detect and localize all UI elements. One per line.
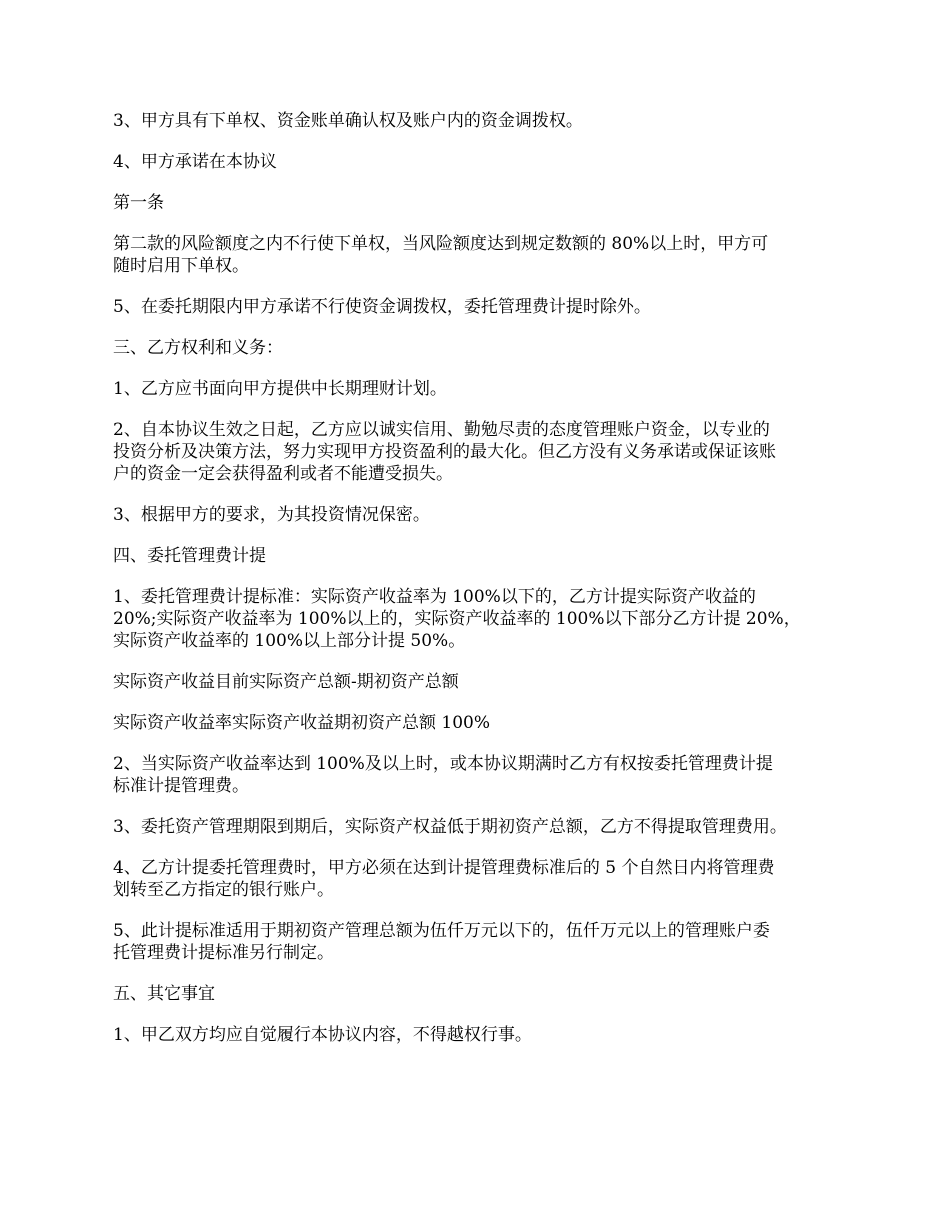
paragraph-line: 3、甲方具有下单权、资金账单确认权及账户内的资金调拨权。 bbox=[113, 111, 583, 131]
paragraph bbox=[113, 1024, 843, 1046]
paragraph-line: 4、乙方计提委托管理费时，甲方必须在达到计提管理费标准后的 5 个自然日内将管理费 bbox=[113, 858, 775, 878]
paragraph bbox=[113, 712, 843, 734]
paragraph bbox=[113, 983, 843, 1005]
paragraph-line: 四、委托管理费计提 bbox=[113, 546, 266, 566]
paragraph bbox=[113, 110, 843, 132]
paragraph bbox=[113, 419, 843, 485]
paragraph-line: 托管理费计提标准另行制定。 bbox=[113, 943, 334, 963]
paragraph-line: 20%;实际资产收益率为 100%以上的，实际资产收益率的 100%以下部分乙方计提 20%， bbox=[113, 609, 801, 629]
paragraph-line: 2、自本协议生效之日起，乙方应以诚实信用、勤勉尽责的态度管理账户资金，以专业的 bbox=[113, 420, 770, 440]
document-page bbox=[113, 110, 843, 1065]
paragraph bbox=[113, 504, 843, 526]
paragraph-line: 五、其它事宜 bbox=[113, 984, 215, 1004]
paragraph bbox=[113, 192, 843, 214]
paragraph-line: 5、在委托期限内甲方承诺不行使资金调拨权，委托管理费计提时除外。 bbox=[113, 297, 651, 317]
paragraph-line: 3、根据甲方的要求，为其投资情况保密。 bbox=[113, 505, 430, 525]
paragraph-line: 1、乙方应书面向甲方提供中长期理财计划。 bbox=[113, 379, 447, 399]
paragraph bbox=[113, 671, 843, 693]
paragraph-line: 实际资产收益率实际资产收益期初资产总额 100% bbox=[113, 713, 491, 733]
paragraph-line: 第一条 bbox=[113, 193, 164, 213]
paragraph-line: 4、甲方承诺在本协议 bbox=[113, 152, 277, 172]
paragraph bbox=[113, 378, 843, 400]
paragraph bbox=[113, 296, 843, 318]
paragraph-line: 划转至乙方指定的银行账户。 bbox=[113, 880, 334, 900]
paragraph bbox=[113, 586, 843, 652]
paragraph bbox=[113, 816, 843, 838]
paragraph bbox=[113, 233, 843, 277]
paragraph bbox=[113, 753, 843, 797]
paragraph-line: 户的资金一定会获得盈利或者不能遭受损失。 bbox=[113, 464, 453, 484]
paragraph-line: 三、乙方权利和义务： bbox=[113, 338, 283, 358]
paragraph bbox=[113, 920, 843, 964]
paragraph-line: 3、委托资产管理期限到期后，实际资产权益低于期初资产总额，乙方不得提取管理费用。 bbox=[113, 817, 787, 837]
paragraph bbox=[113, 545, 843, 567]
paragraph-line: 5、此计提标准适用于期初资产管理总额为伍仟万元以下的，伍仟万元以上的管理账户委 bbox=[113, 921, 770, 941]
paragraph-line: 实际资产收益目前实际资产总额-期初资产总额 bbox=[113, 672, 459, 692]
paragraph-line: 第二款的风险额度之内不行使下单权，当风险额度达到规定数额的 80%以上时，甲方可 bbox=[113, 234, 769, 254]
paragraph-line: 投资分析及决策方法，努力实现甲方投资盈利的最大化。但乙方没有义务承诺或保证该账 bbox=[113, 442, 776, 462]
paragraph bbox=[113, 337, 843, 359]
paragraph bbox=[113, 151, 843, 173]
paragraph-line: 标准计提管理费。 bbox=[113, 776, 249, 796]
paragraph-line: 1、甲乙双方均应自觉履行本协议内容，不得越权行事。 bbox=[113, 1025, 532, 1045]
paragraph bbox=[113, 857, 843, 901]
paragraph-line: 实际资产收益率的 100%以上部分计提 50%。 bbox=[113, 631, 466, 651]
paragraph-line: 随时启用下单权。 bbox=[113, 256, 249, 276]
paragraph-line: 1、委托管理费计提标准：实际资产收益率为 100%以下的，乙方计提实际资产收益的 bbox=[113, 587, 756, 607]
paragraph-line: 2、当实际资产收益率达到 100%及以上时，或本协议期满时乙方有权按委托管理费计提 bbox=[113, 754, 773, 774]
